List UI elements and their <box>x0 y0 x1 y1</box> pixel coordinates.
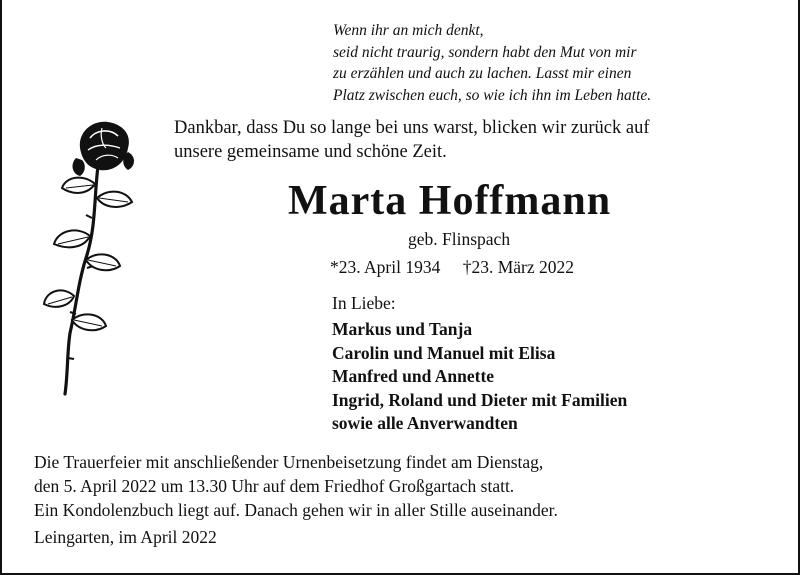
deceased-name: Marta Hoffmann <box>288 178 612 224</box>
death-date: †23. März 2022 <box>462 257 575 277</box>
mourner-entry: sowie alle Anverwandten <box>332 413 518 433</box>
mourner-entry: Ingrid, Roland und Dieter mit Familien <box>332 389 628 410</box>
place-and-date: Leingarten, im April 2022 <box>34 527 217 547</box>
mourner-entry: Manfred und Annette <box>332 366 495 386</box>
maiden-name: geb. Flinspach <box>408 229 511 249</box>
notice-line: den 5. April 2022 um 13.30 Uhr auf dem Friedhof Großgartach statt. <box>34 476 515 496</box>
mourner-entry: Carolin und Manuel mit Elisa <box>332 342 556 363</box>
mourners-list <box>332 318 627 436</box>
poem-line: zu erzählen und auch zu lachen. Lasst mir einen <box>333 65 632 82</box>
poem <box>333 20 763 106</box>
rose-icon <box>40 118 150 400</box>
poem-line: Wenn ihr an mich denkt, <box>333 22 484 39</box>
gratitude-line: unsere gemeinsame und schöne Zeit. <box>174 142 447 162</box>
poem-line: Platz zwischen euch, so wie ich ihn im Leben hatte. <box>333 86 652 104</box>
life-dates <box>330 257 574 278</box>
gratitude-line: Dankbar, dass Du so lange bei uns warst, blicken wir zurück auf <box>174 118 650 138</box>
mourner-entry: Markus und Tanja <box>332 319 473 339</box>
gratitude-text <box>174 116 650 164</box>
birth-date: *23. April 1934 <box>330 257 441 277</box>
notice-line: Ein Kondolenzbuch liegt auf. Danach gehen wir in aller Stille auseinander. <box>34 500 558 520</box>
poem-line: seid nicht traurig, sondern habt den Mut von mir <box>333 43 637 61</box>
mourners-intro: In Liebe: <box>332 293 396 313</box>
notice-line: Die Trauerfeier mit anschließender Urnenbeisetzung findet am Dienstag, <box>34 452 544 472</box>
funeral-notice <box>34 450 558 522</box>
